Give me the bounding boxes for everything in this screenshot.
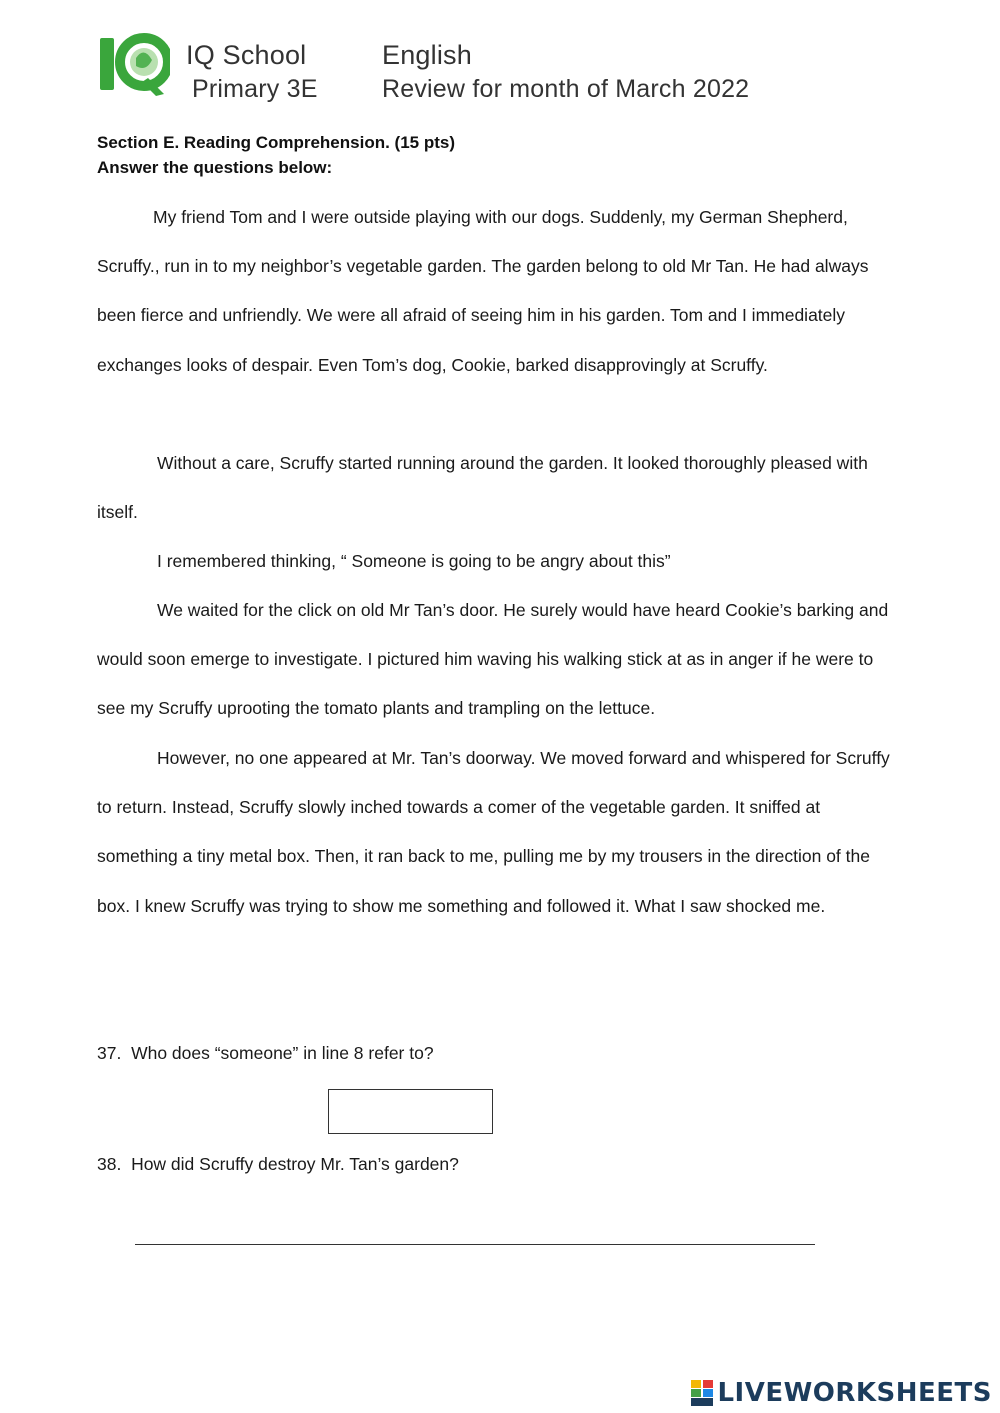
review-title: Review for month of March 2022 <box>382 75 750 103</box>
section-title: Section E. Reading Comprehension. (15 pts) <box>97 133 455 152</box>
passage-paragraph-2: Without a care, Scruffy started running around the garden. It looked thoroughly pleased with itself. <box>97 453 868 523</box>
question-number: 38. <box>97 1154 122 1174</box>
passage-paragraph-5: However, no one appeared at Mr. Tan’s doorway. We moved forward and whispered for Scruffy to return. Instead, Scruffy slowly inched towards a comer of the vegetable garden. It sniffed at something a tiny metal box. Then, it ran back to me, pulling me by my trousers in the direction of the box. I knew Scruffy was trying to show me something and followed it. What I saw shocked me. <box>97 748 890 916</box>
answer-box-37[interactable] <box>328 1089 493 1134</box>
question-text: Who does “someone” in line 8 refer to? <box>131 1043 434 1063</box>
answer-line-38[interactable] <box>135 1244 815 1245</box>
liveworksheets-wordmark: LIVEWORKSHEETS <box>717 1378 992 1408</box>
liveworksheets-icon <box>691 1380 713 1406</box>
subject: English <box>382 40 472 70</box>
question-37 <box>97 1043 434 1064</box>
school-name: IQ School <box>186 40 307 70</box>
passage-paragraph-1: My friend Tom and I were outside playing with our dogs. Suddenly, my German Shepherd, Scruffy., run in to my neighbor’s vegetable garden. The garden belong to old Mr Tan. He had always been fierce and unfriendly. We were all afraid of seeing him in his garden. Tom and I immediately exchanges looks of despair. Even Tom’s dog, Cookie, barked disapprovingly at Scruffy. <box>97 207 869 375</box>
passage-paragraph-3: I remembered thinking, “ Someone is going to be angry about this” <box>157 551 671 571</box>
section-instruction: Answer the questions below: <box>97 158 333 177</box>
question-number: 37. <box>97 1043 122 1063</box>
question-text: How did Scruffy destroy Mr. Tan’s garden? <box>131 1154 459 1174</box>
passage-paragraph-4: We waited for the click on old Mr Tan’s door. He surely would have heard Cookie’s barking and would soon emerge to investigate. I pictured him waving his walking stick at as in anger if he were to see my Scruffy uprooting the tomato plants and trampling on the lettuce. <box>97 600 889 719</box>
liveworksheets-logo <box>691 1377 992 1409</box>
question-38 <box>97 1154 459 1175</box>
class-level: Primary 3E <box>192 75 318 103</box>
iq-school-logo <box>98 32 170 98</box>
